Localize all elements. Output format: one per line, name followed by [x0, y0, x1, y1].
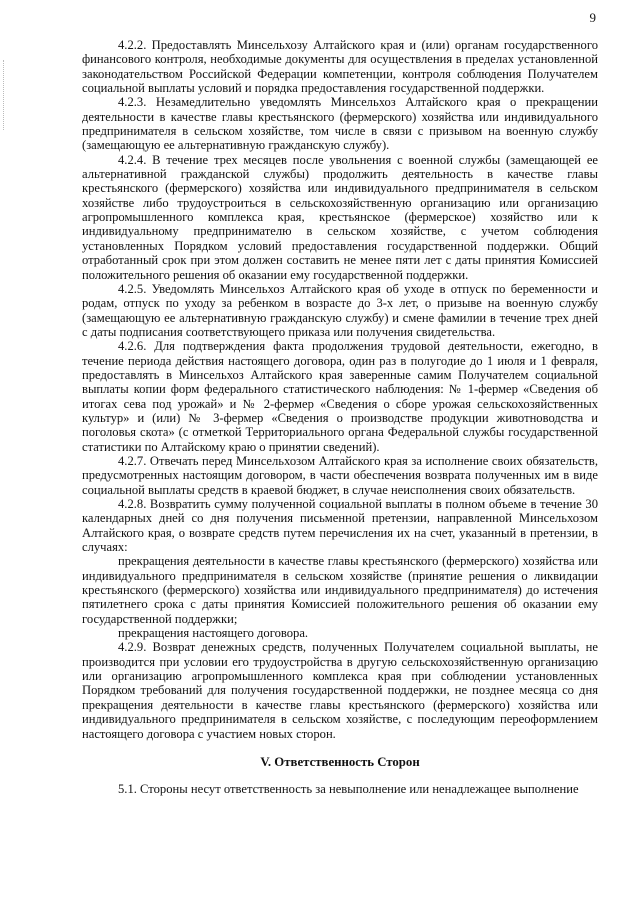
- clause-4-2-2: 4.2.2. Предоставлять Минсельхозу Алтайского края и (или) органам государственного финансового контроля, необходимые документы для осуществления в пределах установленной законодательством Российской Федерации компетенции, контроля соблюдения Получателем социальной выплаты условий и порядка предоставления государственной поддержки.: [82, 38, 598, 96]
- clause-4-2-8-case-2: прекращения настоящего договора.: [118, 626, 309, 641]
- clause-4-2-8-case-1: прекращения деятельности в качестве главы крестьянского (фермерского) хозяйства или индивидуального предпринимателя в сельском хозяйстве (принятие решения о ликвидации крестьянского (фермерского) хозяйства или индивидуального предпринимателя) до истечения пятилетнего срока с даты принятия Комиссией положительного решения об оказании ему государственной поддержки;: [82, 554, 598, 626]
- clause-4-2-5: 4.2.5. Уведомлять Минсельхоз Алтайского края об уходе в отпуск по беременности и родам, отпуск по уходу за ребенком в возрасте до 3-х лет, о призыве на военную службу (замещающую ее альтернативную гражданскую службу) и смене фамилии в течение трех дней с даты подписания соответствующего приказа или получения свидетельства.: [82, 281, 598, 339]
- clause-4-2-7: 4.2.7. Отвечать перед Минсельхозом Алтайского края за исполнение своих обязательств, предусмотренных настоящим договором, в части обеспечения возврата полученных им в виде социальной выплаты средств в краевой бюджет, в случае неисполнения своих обязательств.: [82, 453, 598, 497]
- clause-5-1: 5.1. Стороны несут ответственность за невыполнение или ненадлежащее выполнение: [118, 781, 579, 796]
- clause-4-2-6: 4.2.6. Для подтверждения факта продолжения трудовой деятельности, ежегодно, в течение периода действия настоящего договора, один раз в полугодие до 1 июля и 1 февраля, предоставлять в Минсельхоз Алтайского края заверенные самим Получателем социальной выплаты копии форм федерального статистического наблюдения: № 1-фермер «Сведения об итогах сева под урожай» и № 2-фермер «Сведения о сборе урожая сельскохозяйственных культур» и (или) № 3-фермер «Сведения о производстве продукции животноводства и поголовья скота» (с отметкой Территориального органа Федеральной службы государственной статистики по Алтайскому краю о принятии сведений).: [82, 339, 598, 454]
- page-number: 9: [589, 10, 596, 25]
- margin-mark: [3, 60, 6, 130]
- section-heading: V. Ответственность Сторон: [260, 754, 420, 769]
- clause-4-2-9: 4.2.9. Возврат денежных средств, полученных Получателем социальной выплаты, не производится при условии его трудоустройства в другую сельскохозяйственную организацию или организацию агропромышленного комплекса края при соблюдении установленных Порядком требований для получения государственной поддержки, не позднее месяца со дня прекращения деятельности в качестве главы крестьянского (фермерского) хозяйства или индивидуального предпринимателя в сельском хозяйстве, с последующим переоформлением настоящего договора с участием новых сторон.: [82, 640, 598, 741]
- clause-4-2-3: 4.2.3. Незамедлительно уведомлять Минсельхоз Алтайского края о прекращении деятельности в качестве главы крестьянского (фермерского) хозяйства или индивидуального предпринимателя в сельском хозяйстве, том числе в связи с призывом на военную службу (замещающую ее альтернативную гражданскую службу).: [82, 95, 598, 153]
- clause-4-2-4: 4.2.4. В течение трех месяцев после увольнения с военной службы (замещающей ее альтернативной гражданской службы) продолжить деятельность в качестве главы крестьянского (фермерского) хозяйства или индивидуального предпринимателя в сельском хозяйстве либо трудоустроиться в сельскохозяйственную организацию или организацию агропромышленного комплекса края, крестьянское (фермерское) хозяйство или к индивидуальному предпринимателю в сельском хозяйстве, с учетом соблюдения установленных Порядком условий предоставления государственной поддержки. Общий отработанный срок при этом должен составить не менее пяти лет с даты принятия Комиссией положительного решения об оказании ему государственной поддержки.: [82, 152, 598, 282]
- clause-4-2-8: 4.2.8. Возвратить сумму полученной социальной выплаты в полном объеме в течение 30 календарных дней со дня получения письменной претензии, направленной Минсельхозом Алтайского края, о возврате средств путем перечисления их на счет, указанный в претензии, в случаях:: [82, 497, 598, 555]
